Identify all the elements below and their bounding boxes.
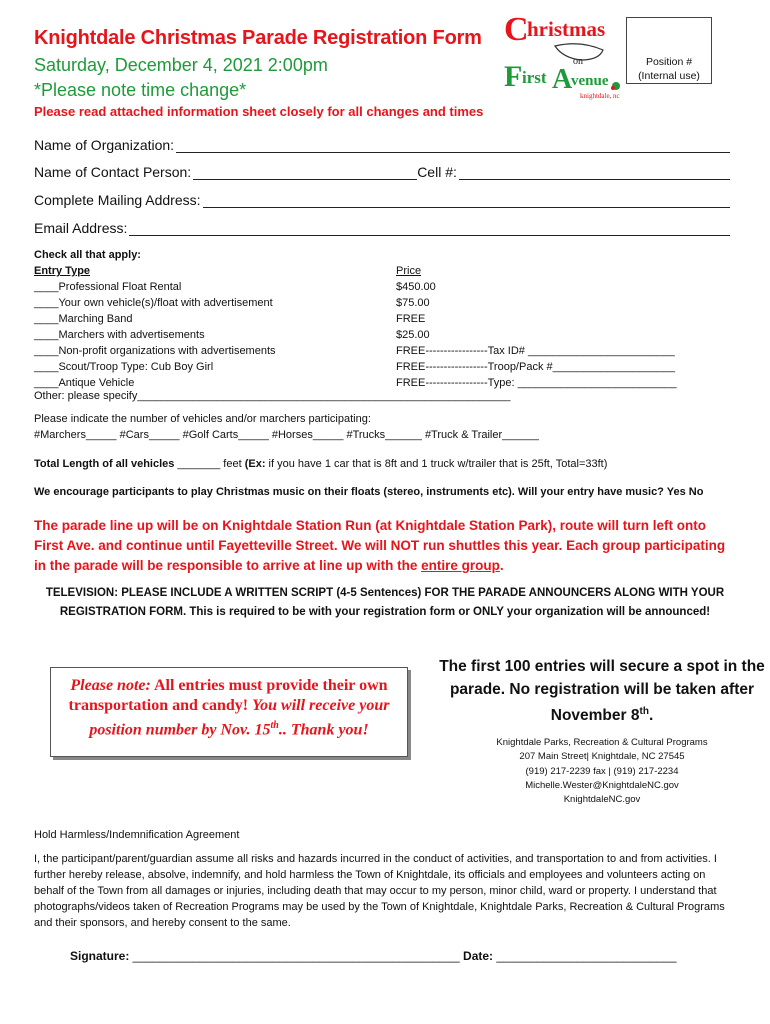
counts-line[interactable]: #Marchers_____ #Cars_____ #Golf Carts_____ #Horses_____ #Trucks______ #Truck & Trailer______	[34, 429, 539, 441]
first-100-notice	[436, 656, 768, 728]
organization-field[interactable]	[34, 137, 730, 153]
contact-line: Knightdale Parks, Recreation & Cultural Programs	[496, 737, 708, 748]
entry-option[interactable]: ____Scout/Troop Type: Cub Boy Girl	[34, 361, 214, 373]
position-sub: (Internal use)	[638, 70, 700, 82]
position-label: Position #	[645, 56, 693, 68]
time-change-note: *Please note time change*	[34, 80, 247, 100]
position-number-box[interactable]	[626, 17, 712, 84]
christmas-on-first-avenue-logo	[500, 6, 625, 100]
lineup-end: .	[499, 558, 504, 573]
counts-prompt: Please indicate the number of vehicles and/or marchers participating:	[34, 413, 371, 425]
entry-price: FREE-----------------Tax ID# ________________________	[396, 345, 675, 357]
entry-price: $450.00	[396, 281, 436, 293]
example-text: if you have 1 car that is 8ft and 1 truck w/trailer that is 25ft, Total=33ft)	[265, 458, 608, 470]
note-box	[50, 667, 408, 757]
event-date: Saturday, December 4, 2021 2:00pm	[34, 55, 328, 75]
svg-text:F: F	[504, 60, 523, 93]
note-sup: th	[270, 720, 279, 731]
date-line[interactable]: ___________________________	[493, 949, 677, 963]
total-length-label: Total Length of all vehicles	[34, 458, 175, 470]
organization-label: Name of Organization:	[34, 137, 175, 153]
total-length-blank: _______ feet	[174, 458, 245, 470]
signature-label: Signature:	[70, 949, 130, 963]
lineup-underlined: entire group	[421, 558, 500, 573]
email-label: Email Address:	[34, 220, 128, 236]
cell-label: Cell #:	[417, 164, 457, 180]
music-question: We encourage participants to play Christmas music on their floats (stereo, instruments etc). Will your entry have music? Yes No	[34, 486, 704, 498]
entry-price: FREE-----------------Type: __________________________	[396, 377, 677, 389]
note-tail: You will receive your position number by Nov. 15	[89, 697, 390, 739]
signature-row[interactable]	[70, 949, 677, 963]
address-field[interactable]	[34, 192, 730, 208]
form-title: Knightdale Christmas Parade Registration Form	[34, 27, 482, 49]
svg-text:hristmas: hristmas	[527, 17, 606, 41]
television-notice	[30, 584, 740, 622]
entry-option[interactable]: ____Marching Band	[34, 313, 133, 325]
entry-price: $25.00	[396, 329, 430, 341]
read-notice: Please read attached information sheet closely for all changes and times	[34, 104, 484, 119]
first100-end: .	[648, 707, 654, 725]
date-label: Date:	[463, 949, 494, 963]
entry-option[interactable]: ____Professional Float Rental	[34, 281, 182, 293]
svg-text:irst: irst	[522, 68, 547, 87]
entry-option[interactable]: ____Non-profit organizations with advertisements	[34, 345, 276, 357]
waiver-title: Hold Harmless/Indemnification Agreement	[34, 829, 240, 841]
television-line2: REGISTRATION FORM. This is required to be with your registration form or ONLY your organization will be announced!	[59, 606, 711, 618]
note-end: .. Thank you!	[278, 721, 369, 739]
television-line1: TELEVISION: PLEASE INCLUDE A WRITTEN SCRIPT (4-5 Sentences) FOR THE PARADE ANNOUNCERS ALONG WITH YOUR	[45, 587, 725, 599]
lineup-text: The parade line up will be on Knightdale Station Run (at Knightdale Station Park), route will turn left onto First Ave. and continue until Fayetteville Street. We will NOT run shuttles this year. Each group participating in the parade will be responsible to arrive at line up with the	[34, 518, 726, 573]
svg-text:C: C	[504, 11, 529, 48]
email-field[interactable]	[34, 220, 730, 236]
check-all-label: Check all that apply:	[34, 249, 141, 261]
entry-price: FREE-----------------Troop/Pack #____________________	[396, 361, 675, 373]
price-header: Price	[396, 265, 422, 277]
contact-person-label: Name of Contact Person:	[34, 164, 192, 180]
other-specify[interactable]: Other: please specify_____________________________________________________________	[34, 390, 511, 402]
contact-website: KnightdaleNC.gov	[563, 794, 641, 806]
contact-line: (919) 217-2239 fax | (919) 217-2234	[525, 765, 679, 777]
note-text: All entries must provide their own transportation and candy!	[68, 677, 388, 714]
note-lead: Please note:	[70, 677, 151, 694]
lineup-notice	[34, 516, 734, 576]
example-label: (Ex:	[244, 458, 266, 470]
first100-text: The first 100 entries will secure a spot in the parade. No registration will be taken after November 8	[439, 658, 765, 725]
entry-option[interactable]: ____Your own vehicle(s)/float with advertisement	[34, 297, 273, 309]
entry-price: FREE	[396, 313, 426, 325]
contact-line: 207 Main Street| Knightdale, NC 27545	[519, 751, 685, 763]
entry-price: $75.00	[396, 297, 430, 309]
svg-text:venue: venue	[571, 73, 609, 89]
entry-option[interactable]: ____Marchers with advertisements	[34, 329, 205, 341]
svg-text:knightdale, nc: knightdale, nc	[580, 92, 620, 100]
entry-option[interactable]: ____Antique Vehicle	[34, 377, 135, 389]
contact-info	[436, 736, 768, 807]
contact-email: Michelle.Wester@KnightdaleNC.gov	[525, 779, 679, 791]
total-length[interactable]	[34, 458, 607, 470]
svg-text:on: on	[573, 56, 583, 67]
address-label: Complete Mailing Address:	[34, 192, 201, 208]
first100-sup: th	[639, 706, 649, 717]
entry-type-header: Entry Type	[34, 265, 91, 277]
signature-line[interactable]: _________________________________________________	[129, 949, 464, 963]
svg-text:A: A	[552, 64, 573, 95]
contact-person-field[interactable]	[34, 164, 730, 180]
waiver-text: I, the participant/parent/guardian assume all risks and hazards incurred in the conduct of activities, and transportation to and from activities. I further hereby release, absolve, indemnify, and hold harmless the Town of Knightdale, its officials and employees and volunteers acting on behalf of the Town from all damages or injuries, including death that may occur to my person, minor child, ward or property. I understand that photographs/videos taken of Recreation Programs may be used by the Town of Knightdale, Knightdale Parks, Recreation & Cultural Programs and their sponsors, and hereby consent to the same.	[34, 853, 725, 929]
